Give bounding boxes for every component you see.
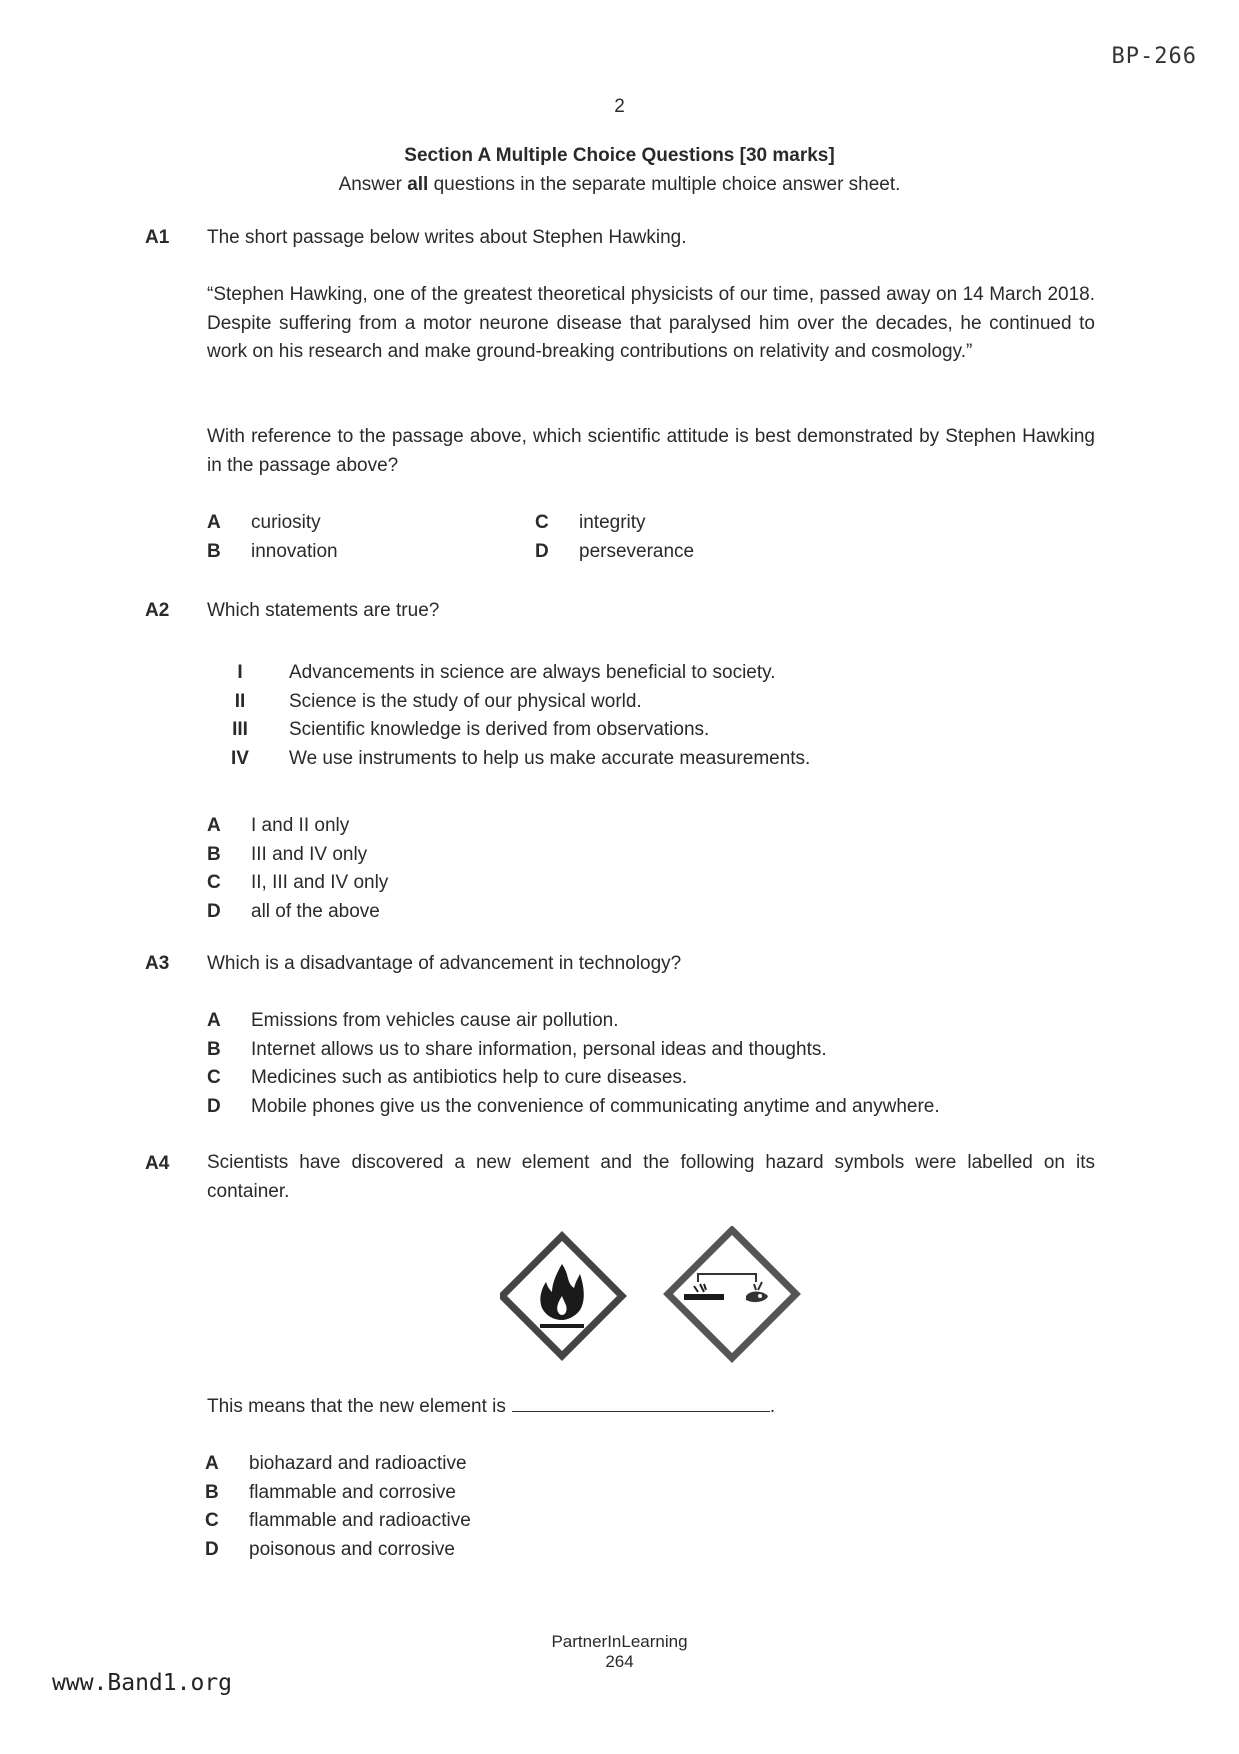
option-text: innovation bbox=[251, 540, 338, 562]
statement-numeral: I bbox=[237, 662, 243, 683]
option-letter: A bbox=[207, 1010, 221, 1031]
option-text: Internet allows us to share information, personal ideas and thoughts. bbox=[251, 1038, 827, 1060]
statement-item bbox=[215, 688, 810, 717]
flammable-icon bbox=[502, 1236, 622, 1356]
document-code: BP-266 bbox=[1111, 44, 1197, 69]
answer-blank bbox=[512, 1393, 770, 1412]
question-number: A4 bbox=[145, 1153, 170, 1174]
option-a[interactable] bbox=[207, 509, 537, 538]
watermark-url: www.Band1.org bbox=[52, 1670, 233, 1696]
corrosive-icon bbox=[668, 1230, 796, 1358]
option-c[interactable] bbox=[535, 509, 865, 538]
option-letter: A bbox=[205, 1453, 219, 1474]
option-list bbox=[207, 812, 388, 926]
option-letter: B bbox=[207, 1038, 221, 1060]
option-letter: D bbox=[535, 540, 549, 562]
question-number: A1 bbox=[145, 227, 170, 248]
question-intro: Which is a disadvantage of advancement in technology? bbox=[207, 953, 682, 974]
section-instruction bbox=[0, 174, 1239, 196]
statement-item bbox=[215, 659, 810, 688]
option-d[interactable] bbox=[207, 1093, 940, 1122]
option-text: perseverance bbox=[579, 540, 695, 562]
option-text: poisonous and corrosive bbox=[249, 1538, 455, 1560]
question-number: A3 bbox=[145, 953, 170, 974]
option-a[interactable] bbox=[205, 1450, 471, 1479]
option-list bbox=[205, 1450, 471, 1564]
option-text: I and II only bbox=[251, 815, 350, 836]
question-intro: The short passage below writes about Stephen Hawking. bbox=[207, 227, 687, 248]
options-column-right bbox=[535, 509, 865, 566]
option-c[interactable] bbox=[207, 869, 388, 898]
option-letter: B bbox=[207, 843, 221, 865]
section-title: Section A Multiple Choice Questions [30 marks] bbox=[404, 145, 835, 166]
fill-in-prompt bbox=[207, 1393, 775, 1418]
page-number: 2 bbox=[614, 96, 625, 117]
option-a[interactable] bbox=[207, 812, 388, 841]
instruction-pre: Answer bbox=[338, 174, 408, 195]
question-prompt: With reference to the passage above, which scientific attitude is best demonstrated by Stephen Hawking in the passage above? bbox=[207, 426, 1095, 476]
question-number: A2 bbox=[145, 600, 170, 621]
instruction-bold: all bbox=[407, 174, 429, 195]
question-passage: “Stephen Hawking, one of the greatest theoretical physicists of our time, passed away on 14 March 2018. Despite suffering from a motor neurone disease that paralysed him over the decades, he continued to work on his research and make ground-breaking contributions on relativity and cosmology.” bbox=[207, 284, 1095, 362]
option-text: II, III and IV only bbox=[251, 872, 389, 893]
option-b[interactable] bbox=[207, 841, 388, 870]
option-letter: A bbox=[207, 512, 221, 533]
option-text: curiosity bbox=[251, 512, 321, 533]
option-text: all of the above bbox=[251, 900, 380, 922]
option-letter: A bbox=[207, 815, 221, 836]
option-b[interactable] bbox=[207, 538, 537, 567]
option-text: flammable and corrosive bbox=[249, 1481, 456, 1503]
option-b[interactable] bbox=[205, 1479, 471, 1508]
statement-text: Advancements in science are always beneficial to society. bbox=[289, 662, 776, 683]
option-c[interactable] bbox=[205, 1507, 471, 1536]
option-text: flammable and radioactive bbox=[249, 1510, 471, 1531]
statement-list bbox=[215, 659, 810, 773]
statement-item bbox=[215, 745, 810, 774]
statement-text: We use instruments to help us make accurate measurements. bbox=[289, 747, 811, 769]
option-letter: C bbox=[205, 1510, 219, 1531]
option-letter: C bbox=[207, 1067, 221, 1088]
footer-page: 264 bbox=[605, 1652, 634, 1671]
option-letter: B bbox=[205, 1481, 219, 1503]
option-letter: C bbox=[207, 872, 221, 893]
option-d[interactable] bbox=[535, 538, 865, 567]
statement-item bbox=[215, 716, 810, 745]
option-list bbox=[207, 1007, 940, 1121]
option-text: Emissions from vehicles cause air pollution. bbox=[251, 1010, 619, 1031]
instruction-post: questions in the separate multiple choice answer sheet. bbox=[428, 174, 901, 195]
statement-numeral: IV bbox=[231, 747, 249, 769]
option-b[interactable] bbox=[207, 1036, 940, 1065]
option-text: Mobile phones give us the convenience of communicating anytime and anywhere. bbox=[251, 1095, 940, 1117]
option-letter: D bbox=[207, 900, 221, 922]
statement-text: Scientific knowledge is derived from observations. bbox=[289, 719, 710, 740]
footer-publisher: PartnerInLearning bbox=[551, 1632, 688, 1651]
prompt-text: This means that the new element is bbox=[207, 1396, 506, 1417]
option-text: integrity bbox=[579, 512, 646, 533]
statement-numeral: II bbox=[234, 690, 246, 712]
option-letter: D bbox=[205, 1538, 219, 1560]
question-intro: Which statements are true? bbox=[207, 600, 440, 621]
option-text: biohazard and radioactive bbox=[249, 1453, 467, 1474]
option-text: Medicines such as antibiotics help to cure diseases. bbox=[251, 1067, 688, 1088]
option-letter: D bbox=[207, 1095, 221, 1117]
option-letter: C bbox=[535, 512, 549, 533]
options-column-left bbox=[207, 509, 537, 566]
option-a[interactable] bbox=[207, 1007, 940, 1036]
prompt-end: . bbox=[769, 1396, 776, 1417]
option-letter: B bbox=[207, 540, 221, 562]
option-d[interactable] bbox=[205, 1536, 471, 1565]
question-intro: Scientists have discovered a new element and the following hazard symbols were labelled on its container. bbox=[207, 1152, 1095, 1202]
hazard-symbols bbox=[500, 1226, 810, 1366]
option-c[interactable] bbox=[207, 1064, 940, 1093]
option-text: III and IV only bbox=[251, 843, 368, 865]
statement-text: Science is the study of our physical world. bbox=[289, 690, 642, 712]
statement-numeral: III bbox=[232, 719, 248, 740]
option-d[interactable] bbox=[207, 898, 388, 927]
